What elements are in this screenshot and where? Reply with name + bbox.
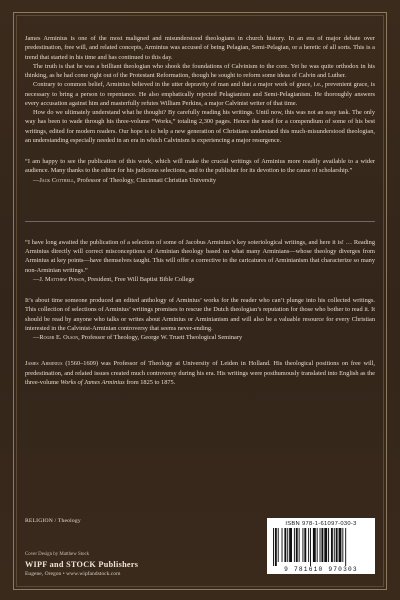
barcode-bar — [282, 528, 283, 562]
barcode-bar — [342, 528, 343, 562]
barcode-bar — [284, 528, 286, 562]
endorser-affiliation: Professor of Theology, Cincinnati Christian University — [75, 176, 217, 184]
barcode-bar — [302, 528, 303, 562]
endorsement-attribution — [33, 176, 375, 185]
endorsement-attribution — [33, 275, 375, 284]
barcode-bar — [287, 528, 288, 562]
barcode-bar — [273, 528, 274, 566]
barcode-bar — [308, 528, 309, 562]
endorser-name: —Roger E. Olson, — [33, 334, 80, 341]
intro-paragraph-3: Contrary to common belief, Arminius believed in the utter depravity of man and that a major work of grace, i.e., prevenient grace, is necessary to bring a person to repentance. He also emphatically rejected Pelagianism and Semi-Pelagianism. He thoroughly answers every accusation against him and masterfully refutes William Perkins, a major Calvinist writer of that time. — [25, 81, 375, 107]
isbn-label: ISBN 978-1-61097-030-3 — [285, 521, 357, 527]
intro-paragraph-4: How do we ultimately understand what he thought? By carefully reading his writings. Until now, this was not an easy task. The only way has been to wade through his three-volume “Works,” totaling 2,300 pages. Hence the need for a compendium of some of his best writings, edited for modern readers. Our hope is to help a new generation of Christians understand this much-misunderstood theologian, an understanding especially needed in an era in which Calvinism is experiencing a major resurgence. — [25, 109, 375, 144]
endorsement-olson — [25, 296, 375, 342]
barcode-bar — [339, 528, 342, 562]
endorsement-cottrell — [25, 157, 375, 185]
barcode-box — [267, 518, 375, 574]
barcode-bar — [345, 528, 346, 566]
endorser-affiliation: Professor of Theology, George W. Truett Theological Seminary — [79, 334, 243, 341]
barcode-bar — [324, 528, 327, 562]
section-divider — [25, 221, 375, 222]
barcode-bar — [331, 528, 333, 562]
barcode-bar — [294, 528, 295, 562]
barcode-bar — [296, 528, 298, 562]
barcode-bar — [304, 528, 306, 562]
endorsement-quote: It’s about time someone produced an edited anthology of Arminius’ works for the reader who can’t plunge into his collected writings. This collection of selections of Arminius’ writings promises to rescue the Dutch theologian’s reputation for those who bother to read it. It should be read by anyone who talks or writes about Arminius or Arminianism and will also be a valuable resource for every Christian interested in the Calvinist-Arminian controversy that seems never-ending. — [25, 297, 375, 332]
publisher-name: WIPF and STOCK Publishers — [25, 560, 139, 569]
endorser-affiliation: President, Free Will Baptist Bible College — [86, 275, 195, 283]
bio-text: (1560–1609) was Professor of Theology at University of Leiden in Holland. His theological positions on free will, predestination, and related issues created much controversy during his era. His writings were posthumously translated into English as the three-volume — [25, 360, 375, 386]
works-title: Works of James Arminius — [60, 378, 125, 386]
author-name: James Arminius — [25, 360, 63, 368]
barcode-bar — [328, 528, 329, 562]
barcode-bar — [321, 528, 323, 562]
barcode-bar — [310, 528, 311, 566]
endorser-name: —Jack Cottrell, — [33, 176, 76, 184]
endorsement-attribution — [33, 333, 375, 342]
intro-paragraph-2: The truth is that he was a brilliant theologian who shook the foundations of Calvinism to the core. Yet he was quite orthodox in his thinking, as he had come right out of the Protestant Reformation, though he sought to reform some ideas of Calvin and Luther. — [25, 62, 375, 79]
barcode-bar — [299, 528, 300, 562]
barcode-bar — [317, 528, 318, 562]
endorsement-quote: “I have long awaited the publication of a selection of some of Jacobus Arminius’s key soteriological writings, and here it is! … Reading Arminius directly will correct misconceptions of Arminian theology based on what many Arminians—whose theology diverges from Arminius at key points—have themselves taught. This will offer a corrective to the caricatures of Arminianism that characterize so many non-Arminian writings.” — [25, 238, 375, 274]
endorsement-quote: “I am happy to see the publication of this work, which will make the crucial writings of Arminius more readily available to a wider audience. Many thanks to the editor for his judicious selections, and to the publisher for its devotion to the cause of scholarship.” — [25, 158, 375, 175]
barcode-bar — [275, 528, 277, 566]
barcode-bar — [313, 528, 316, 562]
cover-design-credit: Cover Design by Matthew Stock — [25, 552, 90, 557]
barcode-bar — [289, 528, 292, 562]
cover-footer — [25, 518, 375, 588]
barcode-number: 9 781610 970303 — [284, 566, 358, 573]
cover-text — [25, 34, 375, 387]
bio-text-end: from 1825 to 1875. — [124, 378, 176, 386]
endorser-name: —J. Matthew Pinson, — [33, 275, 86, 283]
endorsement-pinson — [25, 238, 375, 284]
barcode-icon — [271, 528, 371, 566]
barcode-bar — [336, 528, 338, 562]
barcode-bar — [334, 528, 335, 562]
publisher-address: Eugene, Oregon • www.wipfandstock.com — [25, 571, 121, 577]
barcode-bar — [278, 528, 279, 562]
barcode-bar — [320, 528, 321, 562]
intro-paragraph-1: James Arminius is one of the most maligned and misunderstood theologians in church history. In an era of major debate over predestination, free will, and related concepts, Arminius was accused of being Pelagian, Semi-Pelagian, or a heretic of all sorts. This is a trend that started in his time and has continued to this day. — [25, 35, 375, 61]
subject-category: RELIGION / Theology — [25, 518, 81, 524]
author-bio — [25, 359, 375, 387]
